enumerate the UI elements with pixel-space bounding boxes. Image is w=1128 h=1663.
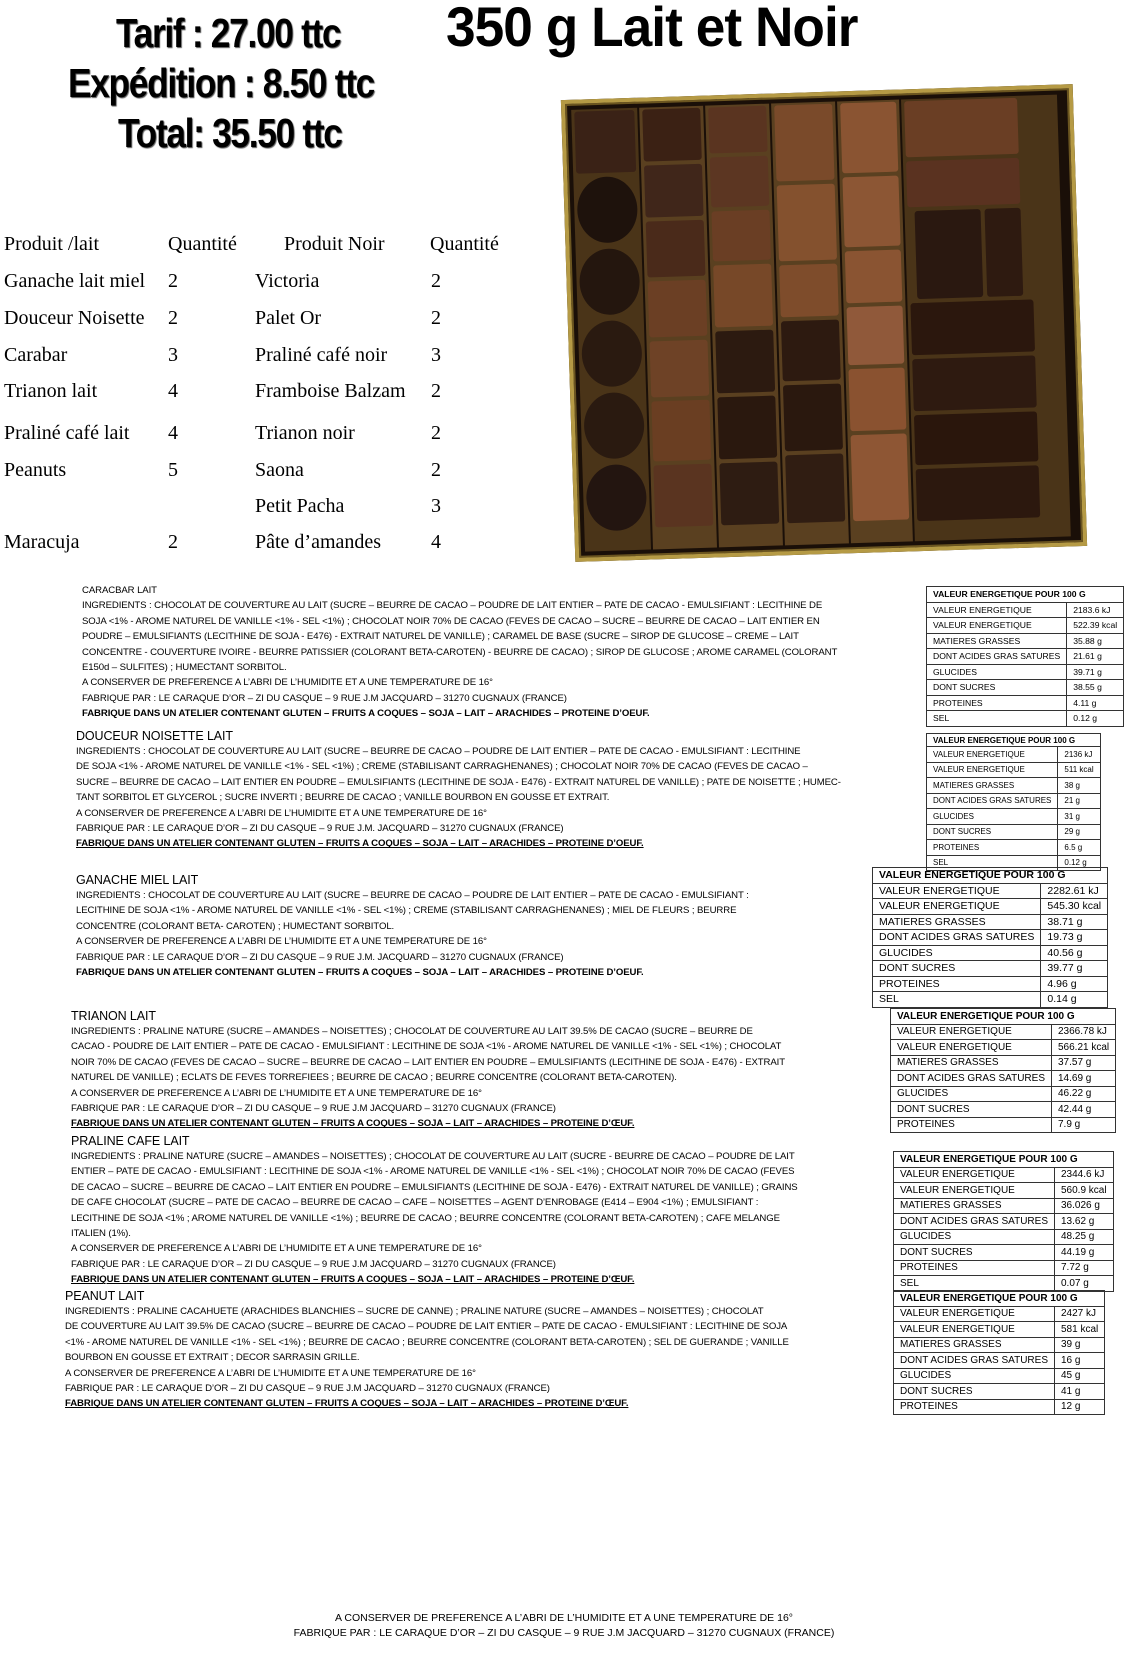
allergen-line: FABRIQUE DANS UN ATELIER CONTENANT GLUTEN – FRUITS A COQUES – SOJA – LAIT – ARACHIDES – PROTEINE D’OEUF.: [82, 708, 650, 720]
nutrition-table-ganache: [872, 867, 1108, 1008]
ingredient-line: DE SOJA <1% - AROME NATUREL DE VANILLE <1% - SEL <1%) ; CREME (STABILISANT CARRAGHENANES) ; CHOCOLAT NOIR 70% DE CACAO (FEVES DE CACAO –: [76, 761, 808, 773]
allergen-line: FABRIQUE DANS UN ATELIER CONTENANT GLUTEN – FRUITS A COQUES – SOJA – LAIT – ARACHIDES – PROTEINE D’ŒUF.: [71, 1274, 635, 1286]
nutrition-label: DONT SUCRES: [891, 1102, 1052, 1118]
nutrition-value: 2183.6 kJ: [1067, 602, 1124, 618]
nutrition-value: 39.77 g: [1041, 961, 1108, 977]
nutrition-label: VALEUR ENERGETIQUE: [894, 1322, 1055, 1338]
ingredient-line: <1% - AROME NATUREL DE VANILLE <1% - SEL <1%) ; BEURRE DE CACAO ; BEURRE CONCENTRE (COLORANT BETA-CAROTEN) ; SEL DE GUERANDE ; VANILLE: [65, 1336, 789, 1348]
nutrition-label: GLUCIDES: [927, 809, 1058, 825]
nutrition-label: DONT ACIDES GRAS SATURES: [894, 1353, 1055, 1369]
ingredient-line: INGREDIENTS : CHOCOLAT DE COUVERTURE AU LAIT (SUCRE – BEURRE DE CACAO – POUDRE DE LAIT ENTIER – PATE DE CACAO - EMULSIFIANT : LECITHINE DE: [82, 600, 823, 612]
noir-name: Pâte d’amandes: [255, 531, 382, 553]
section-carabar: [82, 583, 837, 722]
nutrition-label: GLUCIDES: [927, 664, 1067, 680]
section-title: PRALINE CAFE LAIT: [71, 1134, 190, 1148]
lait-name: Praliné café lait: [4, 422, 130, 444]
section-title: PEANUT LAIT: [65, 1289, 145, 1303]
allergen-line: FABRIQUE DANS UN ATELIER CONTENANT GLUTEN – FRUITS A COQUES – SOJA – LAIT – ARACHIDES – PROTEINE D’OEUF.: [76, 967, 644, 979]
maker-line: FABRIQUE PAR : LE CARAQUE D’OR – ZI DU CASQUE – 9 RUE J.M JACQUARD – 31270 CUGNAUX (FRANCE): [71, 1258, 556, 1270]
nutrition-value: 0.12 g: [1067, 711, 1124, 727]
section-peanut: [65, 1288, 789, 1412]
nutrition-value: 46.22 g: [1052, 1086, 1116, 1102]
lait-name: Trianon lait: [4, 380, 98, 402]
nutrition-value: 581 kcal: [1055, 1322, 1105, 1338]
nutrition-value: 14.69 g: [1052, 1071, 1116, 1087]
nutrition-label: DONT SUCRES: [873, 961, 1041, 977]
nutrition-label: GLUCIDES: [873, 945, 1041, 961]
nutrition-label: MATIERES GRASSES: [894, 1198, 1055, 1214]
nutrition-value: 4.11 g: [1067, 695, 1124, 711]
nutrition-table-peanut: [893, 1290, 1105, 1415]
noir-name: Trianon noir: [255, 422, 355, 444]
nutrition-value: 41 g: [1055, 1384, 1105, 1400]
noir-qty: 4: [431, 531, 441, 553]
ingredient-line: ITALIEN (1%).: [71, 1228, 131, 1240]
nutrition-label: VALEUR ENERGETIQUE: [894, 1183, 1055, 1199]
page-title: 350 g Lait et Noir: [446, 0, 858, 58]
nutrition-label: SEL: [927, 711, 1067, 727]
nutrition-value: 7.9 g: [1052, 1117, 1116, 1133]
tarif-line: Tarif : 27.00 ttc: [116, 10, 341, 56]
nutrition-value: 39.71 g: [1067, 664, 1124, 680]
header-quantite-lait: Quantité: [168, 233, 237, 255]
noir-qty: 2: [431, 380, 441, 402]
nutrition-label: DONT SUCRES: [894, 1384, 1055, 1400]
nutrition-label: PROTEINES: [927, 840, 1058, 856]
nutrition-label: PROTEINES: [894, 1260, 1055, 1276]
nutrition-value: 35.88 g: [1067, 633, 1124, 649]
nutrition-label: GLUCIDES: [891, 1086, 1052, 1102]
total-line: Total: 35.50 ttc: [118, 110, 342, 156]
nutrition-label: VALEUR ENERGETIQUE: [894, 1167, 1055, 1183]
nutrition-label: VALEUR ENERGETIQUE: [891, 1024, 1052, 1040]
ingredient-line: TANT SORBITOL ET GLYCEROL ; SUCRE INVERTI ; BEURRE DE CACAO ; VANILLE BOURBON EN GOUSSE ET EXTRAIT.: [76, 792, 610, 804]
nutrition-header: VALEUR ENERGETIQUE POUR 100 G: [927, 587, 1124, 603]
nutrition-value: 4.96 g: [1041, 976, 1108, 992]
nutrition-label: GLUCIDES: [894, 1229, 1055, 1245]
ingredient-line: INGREDIENTS : CHOCOLAT DE COUVERTURE AU LAIT (SUCRE – BEURRE DE CACAO – POUDRE DE LAIT ENTIER – PATE DE CACAO - EMULSIFIANT :: [76, 890, 749, 901]
noir-qty: 2: [431, 270, 441, 292]
nutrition-label: MATIERES GRASSES: [891, 1055, 1052, 1071]
noir-qty: 2: [431, 422, 441, 444]
section-title: GANACHE MIEL LAIT: [76, 873, 199, 887]
nutrition-value: 511 kcal: [1058, 762, 1100, 778]
lait-qty: 4: [168, 422, 178, 444]
nutrition-value: 0.14 g: [1041, 992, 1108, 1008]
nutrition-label: PROTEINES: [894, 1399, 1055, 1415]
footer-storage: A CONSERVER DE PREFERENCE A L’ABRI DE L’HUMIDITE ET A UNE TEMPERATURE DE 16°: [335, 1612, 793, 1624]
nutrition-value: 0.12 g: [1058, 855, 1100, 871]
nutrition-value: 37.57 g: [1052, 1055, 1116, 1071]
nutrition-value: 2136 kJ: [1058, 747, 1100, 763]
nutrition-label: SEL: [873, 992, 1041, 1008]
nutrition-label: DONT ACIDES GRAS SATURES: [873, 930, 1041, 946]
nutrition-label: SEL: [927, 855, 1058, 871]
nutrition-value: 19.73 g: [1041, 930, 1108, 946]
ingredient-line: CONCENTRE - COUVERTURE IVOIRE - BEURRE PATISSIER (COLORANT BETA-CAROTEN) - BEURRE DE CACAO) ; SIROP DE GLUCOSE ; AROME CARAMEL (COLORANT: [82, 646, 838, 658]
section-douceur: [76, 728, 841, 852]
lait-qty: 4: [168, 380, 178, 402]
nutrition-label: VALEUR ENERGETIQUE: [894, 1306, 1055, 1322]
nutrition-value: 44.19 g: [1055, 1245, 1114, 1261]
noir-qty: 2: [431, 307, 441, 329]
nutrition-value: 38.71 g: [1041, 914, 1108, 930]
storage-line: A CONSERVER DE PREFERENCE A L’ABRI DE L’HUMIDITE ET A UNE TEMPERATURE DE 16°: [71, 1087, 482, 1099]
expedition-line: Expédition : 8.50 ttc: [68, 60, 374, 106]
nutrition-value: 2282.61 kJ: [1041, 883, 1108, 899]
maker-line: FABRIQUE PAR : LE CARAQUE D’OR – ZI DU CASQUE – 9 RUE J.M. JACQUARD – 31270 CUGNAUX (FRANCE): [76, 823, 564, 835]
noir-name: Victoria: [255, 270, 320, 292]
noir-name: Petit Pacha: [255, 495, 345, 517]
nutrition-label: MATIERES GRASSES: [927, 778, 1058, 794]
nutrition-table-carabar: [926, 586, 1124, 727]
section-title: TRIANON LAIT: [71, 1009, 156, 1023]
nutrition-value: 21 g: [1058, 793, 1100, 809]
section-title: CARACBAR LAIT: [82, 585, 157, 596]
nutrition-label: DONT SUCRES: [927, 824, 1058, 840]
lait-qty: 2: [168, 531, 178, 553]
nutrition-label: DONT ACIDES GRAS SATURES: [891, 1071, 1052, 1087]
nutrition-label: MATIERES GRASSES: [927, 633, 1067, 649]
nutrition-label: DONT ACIDES GRAS SATURES: [894, 1214, 1055, 1230]
nutrition-value: 31 g: [1058, 809, 1100, 825]
nutrition-value: 12 g: [1055, 1399, 1105, 1415]
nutrition-label: PROTEINES: [927, 695, 1067, 711]
maker-line: FABRIQUE PAR : LE CARAQUE D’OR – ZI DU CASQUE – 9 RUE J.M JACQUARD – 31270 CUGNAUX (FRANCE): [82, 692, 567, 704]
nutrition-label: MATIERES GRASSES: [873, 914, 1041, 930]
nutrition-table-trianon: [890, 1008, 1116, 1133]
ingredient-line: NATUREL DE VANILLE) ; ECLATS DE FEVES TORREFIEES ; BEURRE DE CACAO ; BEURRE CONCENTRE (COLORANT BETA-CAROTEN).: [71, 1072, 677, 1084]
nutrition-label: MATIERES GRASSES: [894, 1337, 1055, 1353]
ingredient-line: INGREDIENTS : PRALINE NATURE (SUCRE – AMANDES – NOISETTES) ; CHOCOLAT DE COUVERTURE AU LAIT (SUCRE - BEURRE DE CACAO – POUDRE DE LAIT: [71, 1151, 795, 1162]
ingredient-line: DE CACAO – SUCRE – BEURRE DE CACAO – LAIT ENTIER EN POUDRE – EMULSIFIANTS (LECITHINE DE SOJA - E476) - EXTRAIT NATUREL DE VANILLE) ; GRAINS: [71, 1181, 798, 1193]
nutrition-label: DONT ACIDES GRAS SATURES: [927, 793, 1058, 809]
lait-qty: 2: [168, 270, 178, 292]
nutrition-label: DONT SUCRES: [927, 680, 1067, 696]
noir-qty: 3: [431, 495, 441, 517]
storage-line: A CONSERVER DE PREFERENCE A L’ABRI DE L’HUMIDITE ET A UNE TEMPERATURE DE 16°: [76, 936, 487, 948]
nutrition-value: 38 g: [1058, 778, 1100, 794]
ingredient-line: LECITHINE DE SOJA <1% - AROME NATUREL DE VANILLE <1% - SEL <1%) ; CREME (STABILISANT CARRAGHENANES) ; MIEL DE FLEURS ; BEURRE: [76, 905, 737, 917]
allergen-line: FABRIQUE DANS UN ATELIER CONTENANT GLUTEN – FRUITS A COQUES – SOJA – LAIT – ARACHIDES – PROTEINE D’OEUF.: [76, 838, 644, 850]
lait-name: Maracuja: [4, 531, 80, 553]
nutrition-value: 16 g: [1055, 1353, 1105, 1369]
nutrition-label: VALEUR ENERGETIQUE: [927, 747, 1058, 763]
maker-line: FABRIQUE PAR : LE CARAQUE D’OR – ZI DU CASQUE – 9 RUE J.M JACQUARD – 31270 CUGNAUX (FRANCE): [71, 1103, 556, 1115]
nutrition-header: VALEUR ENERGETIQUE POUR 100 G: [873, 868, 1108, 884]
section-title: DOUCEUR NOISETTE LAIT: [76, 729, 233, 743]
allergen-line: FABRIQUE DANS UN ATELIER CONTENANT GLUTEN – FRUITS A COQUES – SOJA – LAIT – ARACHIDES – PROTEINE D’ŒUF.: [65, 1398, 629, 1410]
noir-qty: 3: [431, 344, 441, 366]
lait-qty: 5: [168, 459, 178, 481]
ingredient-line: NOIR 70% DE CACAO (FEVES DE CACAO – SUCRE – BEURRE DE CACAO – LAIT ENTIER EN POUDRE – EMULSIFIANTS (LECITHINE DE SOJA - E476) - EXTRAIT: [71, 1056, 786, 1068]
ingredient-line: SOJA <1% - AROME NATUREL DE VANILLE <1% - SEL <1%) ; CHOCOLAT NOIR 70% DE CACAO (FEVES DE CACAO – SUCRE – BEURRE DE CACAO – LAIT ENTIER EN: [82, 615, 820, 627]
footer-maker: FABRIQUE PAR : LE CARAQUE D’OR – ZI DU CASQUE – 9 RUE J.M JACQUARD – 31270 CUGNAUX (FRANCE): [293, 1627, 835, 1639]
nutrition-value: 40.56 g: [1041, 945, 1108, 961]
header-quantite-noir: Quantité: [430, 233, 499, 255]
nutrition-value: 522.39 kcal: [1067, 618, 1124, 634]
maker-line: FABRIQUE PAR : LE CARAQUE D’OR – ZI DU CASQUE – 9 RUE J.M JACQUARD – 31270 CUGNAUX (FRANCE): [65, 1383, 550, 1395]
ingredient-line: INGREDIENTS : PRALINE CACAHUETE (ARACHIDES BLANCHIES – SUCRE DE CANNE) ; PRALINE NATURE (SUCRE – AMANDES – NOISETTES) ; CHOCOLAT: [65, 1306, 764, 1317]
ingredient-line: BOURBON EN GOUSSE ET EXTRAIT ; DECOR SARRASIN GRILLE.: [65, 1352, 360, 1364]
lait-name: Ganache lait miel: [4, 270, 146, 292]
storage-line: A CONSERVER DE PREFERENCE A L’ABRI DE L’HUMIDITE ET A UNE TEMPERATURE DE 16°: [65, 1367, 476, 1379]
nutrition-value: 29 g: [1058, 824, 1100, 840]
nutrition-header: VALEUR ENERGETIQUE POUR 100 G: [891, 1009, 1116, 1025]
storage-line: A CONSERVER DE PREFERENCE A L’ABRI DE L’HUMIDITE ET A UNE TEMPERATURE DE 16°: [76, 807, 487, 819]
noir-name: Praliné café noir: [255, 344, 388, 366]
noir-name: Saona: [255, 459, 304, 481]
nutrition-value: 0.07 g: [1055, 1276, 1114, 1292]
nutrition-label: VALEUR ENERGETIQUE: [927, 618, 1067, 634]
ingredient-line: E150d – SULFITES) ; HUMECTANT SORBITOL.: [82, 662, 287, 674]
nutrition-value: 2344.6 kJ: [1055, 1167, 1114, 1183]
ingredient-line: ENTIER – PATE DE CACAO - EMULSIFIANT : LECITHINE DE SOJA <1% - AROME NATUREL DE VANILLE <1% - SEL <1%) ; CHOCOLAT NOIR 70% DE CACAO (FEVES: [71, 1166, 795, 1178]
nutrition-value: 13.62 g: [1055, 1214, 1114, 1230]
ingredient-line: INGREDIENTS : PRALINE NATURE (SUCRE – AMANDES – NOISETTES) ; CHOCOLAT DE COUVERTURE AU LAIT 39.5% DE CACAO (SUCRE – BEURRE DE: [71, 1026, 753, 1037]
nutrition-label: VALEUR ENERGETIQUE: [927, 602, 1067, 618]
nutrition-value: 7.72 g: [1055, 1260, 1114, 1276]
nutrition-table-praline: [893, 1151, 1114, 1292]
storage-line: A CONSERVER DE PREFERENCE A L’ABRI DE L’HUMIDITE ET A UNE TEMPERATURE DE 16°: [71, 1243, 482, 1255]
chocolate-box-photo: [561, 84, 1087, 562]
noir-name: Framboise Balzam: [255, 380, 406, 402]
lait-qty: 3: [168, 344, 178, 366]
nutrition-value: 45 g: [1055, 1368, 1105, 1384]
noir-name: Palet Or: [255, 307, 322, 329]
nutrition-label: VALEUR ENERGETIQUE: [891, 1040, 1052, 1056]
nutrition-value: 21.61 g: [1067, 649, 1124, 665]
nutrition-header: VALEUR ENERGETIQUE POUR 100 G: [927, 734, 1101, 747]
nutrition-value: 38.55 g: [1067, 680, 1124, 696]
ingredient-line: POUDRE – EMULSIFIANTS (LECITHINE DE SOJA - E476) - EXTRAIT NATUREL DE VANILLE) ; CARAMEL DE BASE (SUCRE – SIROP DE GLUCOSE – CREME – LAIT: [82, 631, 799, 643]
ingredient-line: SUCRE – BEURRE DE CACAO – LAIT ENTIER EN POUDRE – EMULSIFIANTS (LECITHINE DE SOJA - E476) - EXTRAIT NATUREL DE VANILLE) ; PATE DE NOISETTE ; HUMEC-: [76, 776, 841, 788]
ingredient-line: CONCENTRE (COLORANT BETA- CAROTEN) ; HUMECTANT SORBITOL.: [76, 920, 395, 932]
nutrition-value: 36.026 g: [1055, 1198, 1114, 1214]
ingredient-line: DE COUVERTURE AU LAIT 39.5% DE CACAO (SUCRE – BEURRE DE CACAO – POUDRE DE LAIT ENTIER – PATE DE CACAO - EMULSIFIANT : LECITHINE DE SOJA: [65, 1321, 788, 1333]
noir-qty: 2: [431, 459, 441, 481]
nutrition-value: 6.5 g: [1058, 840, 1100, 856]
storage-line: A CONSERVER DE PREFERENCE A L’ABRI DE L’HUMIDITE ET A UNE TEMPERATURE DE 16°: [82, 677, 493, 689]
lait-name: Carabar: [4, 344, 68, 366]
nutrition-label: PROTEINES: [891, 1117, 1052, 1133]
nutrition-value: 545.30 kcal: [1041, 899, 1108, 915]
nutrition-value: 39 g: [1055, 1337, 1105, 1353]
nutrition-header: VALEUR ENERGETIQUE POUR 100 G: [894, 1152, 1114, 1168]
section-trianon: [71, 1008, 785, 1132]
nutrition-label: GLUCIDES: [894, 1368, 1055, 1384]
ingredient-line: LECITHINE DE SOJA <1% ; AROME NATUREL DE VANILLE <1%) ; BEURRE DE CACAO ; BEURRE CONCENTRE (COLORANT BETA-CAROTEN) ; CAFE MELANGE: [71, 1212, 780, 1224]
allergen-line: FABRIQUE DANS UN ATELIER CONTENANT GLUTEN – FRUITS A COQUES – SOJA – LAIT – ARACHIDES – PROTEINE D’ŒUF.: [71, 1118, 635, 1130]
nutrition-value: 560.9 kcal: [1055, 1183, 1114, 1199]
nutrition-value: 2366.78 kJ: [1052, 1024, 1116, 1040]
nutrition-label: DONT ACIDES GRAS SATURES: [927, 649, 1067, 665]
nutrition-label: PROTEINES: [873, 976, 1041, 992]
maker-line: FABRIQUE PAR : LE CARAQUE D’OR – ZI DU CASQUE – 9 RUE J.M. JACQUARD – 31270 CUGNAUX (FRANCE): [76, 951, 564, 963]
nutrition-value: 42.44 g: [1052, 1102, 1116, 1118]
section-ganache: [76, 872, 749, 980]
ingredient-line: DE CAFE CHOCOLAT (SUCRE – PATE DE CACAO – BEURRE DE CACAO – CAFE – NOISETTES – AGENT D’ENROBAGE (E414 – E904 <1%) ; EMULSIFIANT :: [71, 1197, 759, 1209]
section-praline-cafe: [71, 1133, 798, 1288]
nutrition-value: 566.21 kcal: [1052, 1040, 1116, 1056]
lait-qty: 2: [168, 307, 178, 329]
nutrition-header: VALEUR ENERGETIQUE POUR 100 G: [894, 1291, 1105, 1307]
nutrition-label: VALEUR ENERGETIQUE: [873, 899, 1041, 915]
nutrition-label: DONT SUCRES: [894, 1245, 1055, 1261]
lait-name: Peanuts: [4, 459, 67, 481]
ingredient-line: CACAO - POUDRE DE LAIT ENTIER – PATE DE CACAO - EMULSIFIANT : LECITHINE DE SOJA <1% - AROME NATUREL DE VANILLE <1% - SEL <1%) ; CHOCOLAT: [71, 1041, 782, 1053]
ingredient-line: INGREDIENTS : CHOCOLAT DE COUVERTURE AU LAIT (SUCRE – BEURRE DE CACAO – POUDRE DE LAIT ENTIER – PATE DE CACAO - EMULSIFIANT : LECITHINE: [76, 746, 801, 757]
header-produit-noir: Produit Noir: [284, 233, 385, 255]
lait-name: Douceur Noisette: [4, 307, 145, 329]
nutrition-label: SEL: [894, 1276, 1055, 1292]
header-produit-lait: Produit /lait: [4, 233, 99, 255]
nutrition-table-douceur: [926, 733, 1101, 871]
nutrition-value: 48.25 g: [1055, 1229, 1114, 1245]
nutrition-value: 2427 kJ: [1055, 1306, 1105, 1322]
nutrition-label: VALEUR ENERGETIQUE: [927, 762, 1058, 778]
nutrition-label: VALEUR ENERGETIQUE: [873, 883, 1041, 899]
